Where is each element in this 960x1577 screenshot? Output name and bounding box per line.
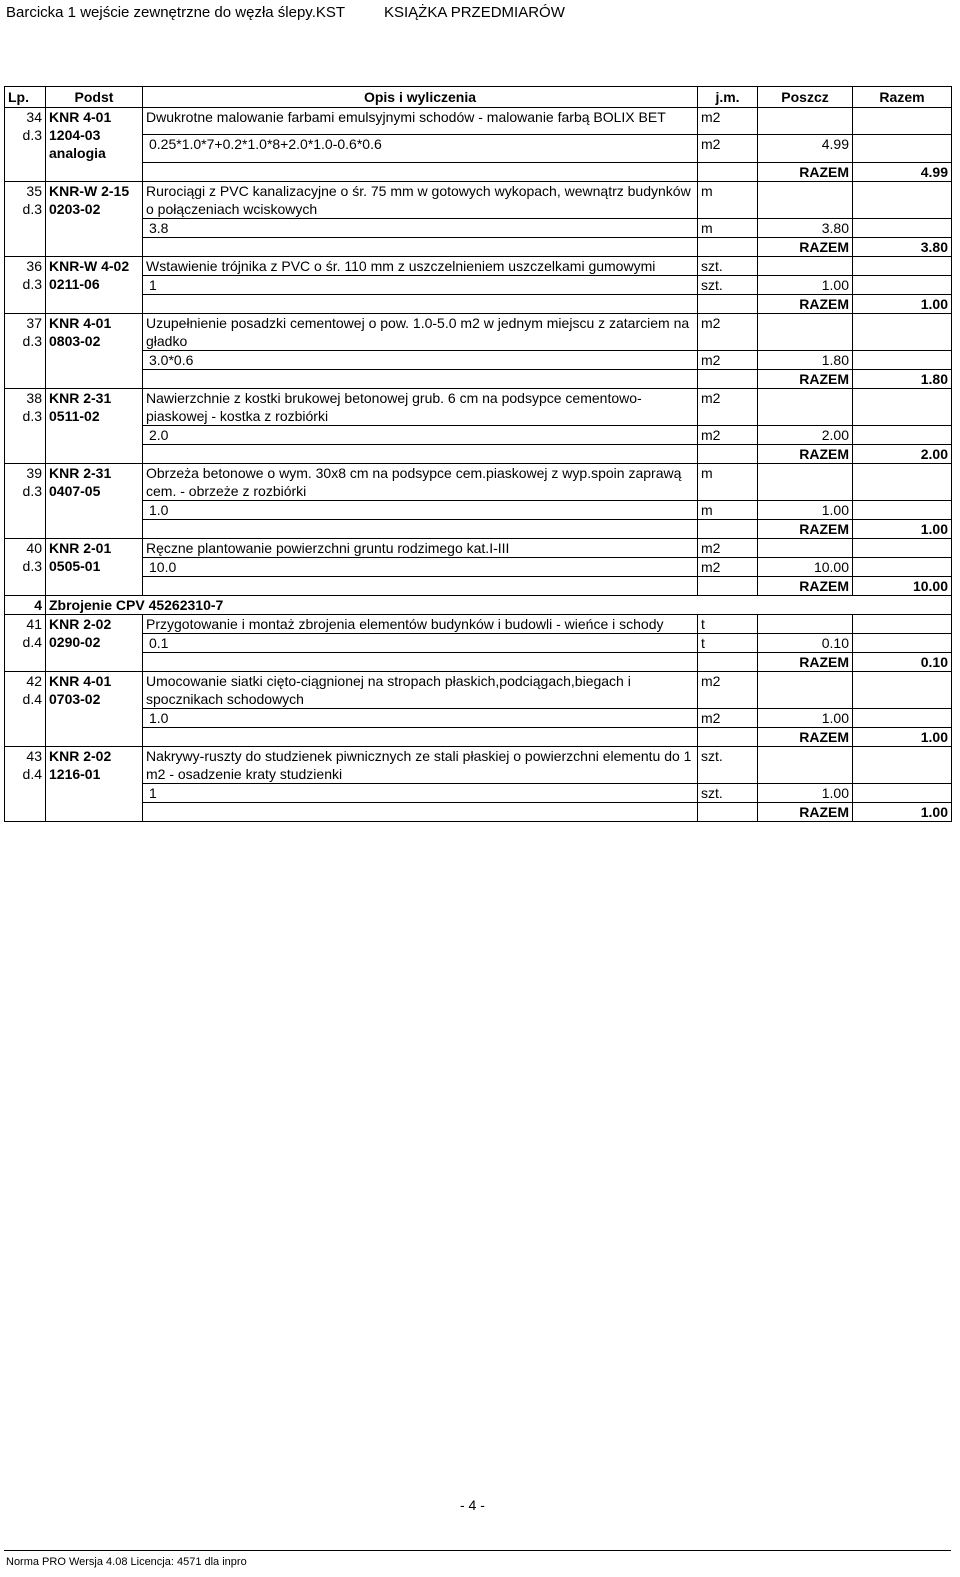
basis-line: KNR 2-02 [49,615,112,632]
item-basis [46,671,143,727]
razem-row [5,369,952,388]
razem-label: RAZEM [758,652,853,671]
empty-cell [46,727,143,746]
item-chapter: d.3 [22,407,42,424]
basis-line: KNR-W 2-15 [49,182,130,199]
razem-row [5,519,952,538]
empty-cell [46,237,143,256]
razem-value: 10.00 [853,576,952,595]
razem-row [5,576,952,595]
calc-expression: 1 [143,275,698,294]
item-chapter: d.4 [22,633,42,650]
calc-unit: t [698,633,758,652]
calc-unit: m2 [698,708,758,727]
calc-expression: 1.0 [143,708,698,727]
item-unit: m [698,463,758,500]
empty-cell [758,538,853,557]
item-chapter: d.4 [22,690,42,707]
footer-license: Norma PRO Wersja 4.08 Licencja: 4571 dla inpro [6,1556,247,1568]
item-number: 41 [26,615,42,632]
empty-cell [698,294,758,313]
razem-row [5,652,952,671]
basis-line: 0511-02 [49,407,100,424]
item-chapter: d.3 [22,275,42,292]
razem-label: RAZEM [758,294,853,313]
calc-row [5,350,952,369]
item-description: Nawierzchnie z kostki brukowej betonowej grub. 6 cm na podsypce cementowo-piaskowej - kostka z rozbiórki [143,388,698,425]
empty-cell [46,162,143,181]
razem-value: 1.00 [853,294,952,313]
empty-cell [698,444,758,463]
calc-row [5,275,952,294]
razem-row [5,294,952,313]
empty-cell [758,108,853,135]
item-description: Ręczne plantowanie powierzchni gruntu rodzimego kat.I-III [143,538,698,557]
item-description: Uzupełnienie posadzki cementowej o pow. 1.0-5.0 m2 w jednym miejscu z zatarciem na gładko [143,313,698,350]
empty-cell [143,444,698,463]
item-row [5,463,952,500]
przedmiar-table [4,86,952,822]
calc-unit: m2 [698,135,758,162]
item-lp [5,108,46,163]
basis-line: KNR 2-31 [49,389,112,406]
razem-row [5,802,952,821]
razem-value: 1.00 [853,519,952,538]
item-lp [5,614,46,652]
section-title: Zbrojenie CPV 45262310-7 [46,595,952,614]
section-number: 4 [5,595,46,614]
calc-quantity: 4.99 [758,135,853,162]
calc-unit: m [698,218,758,237]
item-number: 35 [26,182,42,199]
item-row [5,256,952,275]
empty-cell [143,576,698,595]
item-lp [5,256,46,294]
item-basis [46,313,143,369]
item-number: 43 [26,747,42,764]
item-chapter: d.3 [22,200,42,217]
empty-cell [853,135,952,162]
calc-quantity: 1.80 [758,350,853,369]
empty-cell [853,746,952,783]
item-description: Rurociągi z PVC kanalizacyjne o śr. 75 mm w gotowych wykopach, wewnątrz budynków o połączeniach wciskowych [143,181,698,218]
empty-cell [758,671,853,708]
basis-line: 0290-02 [49,633,101,650]
empty-cell [698,652,758,671]
calc-quantity: 1.00 [758,500,853,519]
calc-row [5,557,952,576]
section-row [5,595,952,614]
razem-value: 0.10 [853,652,952,671]
item-basis [46,538,143,576]
basis-line: 1204-03 [49,127,101,143]
calc-unit: szt. [698,275,758,294]
empty-cell [143,237,698,256]
razem-label: RAZEM [758,444,853,463]
empty-cell [853,500,952,519]
razem-row [5,727,952,746]
item-unit: m2 [698,538,758,557]
calc-row [5,708,952,727]
calc-quantity: 1.00 [758,708,853,727]
razem-row [5,237,952,256]
empty-cell [853,388,952,425]
item-unit: m2 [698,388,758,425]
razem-label: RAZEM [758,162,853,181]
item-row [5,614,952,633]
empty-cell [698,519,758,538]
item-number: 36 [26,257,42,274]
empty-cell [853,463,952,500]
item-number: 40 [26,539,42,556]
item-description: Dwukrotne malowanie farbami emulsyjnymi schodów - malowanie farbą BOLIX BET [143,108,698,135]
item-unit: szt. [698,746,758,783]
item-row [5,108,952,135]
calc-row [5,425,952,444]
basis-line: 1216-01 [49,765,101,782]
basis-line: 0407-05 [49,482,101,499]
basis-line: KNR-W 4-02 [49,257,130,274]
item-lp [5,538,46,576]
empty-cell [46,576,143,595]
basis-line: analogia [49,145,106,161]
razem-row [5,162,952,181]
empty-cell [5,237,46,256]
razem-value: 1.00 [853,727,952,746]
col-header-jm: j.m. [698,87,758,108]
calc-unit: m2 [698,350,758,369]
basis-line: 0211-06 [49,275,100,292]
item-row [5,746,952,783]
item-number: 38 [26,389,42,406]
item-number: 39 [26,464,42,481]
empty-cell [5,369,46,388]
empty-cell [758,614,853,633]
calc-expression: 3.8 [143,218,698,237]
calc-row [5,633,952,652]
item-row [5,671,952,708]
calc-quantity: 10.00 [758,557,853,576]
empty-cell [853,783,952,802]
col-header-razem: Razem [853,87,952,108]
empty-cell [46,369,143,388]
basis-line: KNR 4-01 [49,109,112,125]
razem-value: 1.00 [853,802,952,821]
empty-cell [143,519,698,538]
item-row [5,313,952,350]
razem-value: 2.00 [853,444,952,463]
basis-line: KNR 4-01 [49,672,112,689]
item-unit: t [698,614,758,633]
razem-label: RAZEM [758,369,853,388]
footer-divider [4,1550,951,1551]
razem-label: RAZEM [758,802,853,821]
basis-line: 0703-02 [49,690,101,707]
item-chapter: d.3 [22,482,42,499]
empty-cell [143,369,698,388]
empty-cell [853,425,952,444]
empty-cell [853,557,952,576]
item-row [5,181,952,218]
razem-label: RAZEM [758,519,853,538]
razem-value: 1.80 [853,369,952,388]
empty-cell [853,671,952,708]
item-chapter: d.4 [22,765,42,782]
calc-quantity: 2.00 [758,425,853,444]
empty-cell [698,576,758,595]
doc-filename: Barcicka 1 wejście zewnętrzne do węzła ślepy.KST [6,4,346,21]
empty-cell [853,614,952,633]
item-number: 42 [26,672,42,689]
item-number: 34 [26,109,42,125]
empty-cell [758,181,853,218]
item-basis [46,181,143,237]
empty-cell [143,652,698,671]
empty-cell [853,108,952,135]
item-unit: m2 [698,313,758,350]
empty-cell [46,652,143,671]
empty-cell [853,538,952,557]
empty-cell [853,708,952,727]
empty-cell [758,388,853,425]
empty-cell [698,369,758,388]
empty-cell [143,802,698,821]
calc-unit: m2 [698,425,758,444]
basis-line: 0203-02 [49,200,101,217]
calc-quantity: 1.00 [758,783,853,802]
empty-cell [5,519,46,538]
razem-row [5,444,952,463]
empty-cell [5,727,46,746]
empty-cell [853,350,952,369]
item-row [5,538,952,557]
item-unit: m2 [698,108,758,135]
page-number: - 4 - [460,1497,485,1513]
item-lp [5,181,46,237]
item-lp [5,388,46,444]
basis-line: 0505-01 [49,557,101,574]
item-lp [5,671,46,727]
empty-cell [5,162,46,181]
calc-expression: 0.25*1.0*7+0.2*1.0*8+2.0*1.0-0.6*0.6 [143,135,698,162]
empty-cell [853,256,952,275]
razem-label: RAZEM [758,727,853,746]
razem-value: 3.80 [853,237,952,256]
calc-expression: 10.0 [143,557,698,576]
empty-cell [5,444,46,463]
empty-cell [853,218,952,237]
basis-line: KNR 2-01 [49,539,112,556]
item-description: Obrzeża betonowe o wym. 30x8 cm na podsypce cem.piaskowej z wyp.spoin zaprawą cem. - obrzeże z rozbiórki [143,463,698,500]
item-basis [46,614,143,652]
empty-cell [698,727,758,746]
calc-row [5,218,952,237]
empty-cell [143,294,698,313]
item-unit: m [698,181,758,218]
doc-title: KSIĄŻKA PRZEDMIARÓW [384,4,565,21]
item-unit: szt. [698,256,758,275]
calc-quantity: 0.10 [758,633,853,652]
item-unit: m2 [698,671,758,708]
empty-cell [853,313,952,350]
empty-cell [698,162,758,181]
item-chapter: d.3 [22,557,42,574]
col-header-opis: Opis i wyliczenia [143,87,698,108]
item-description: Wstawienie trójnika z PVC o śr. 110 mm z uszczelnieniem uszczelkami gumowymi [143,256,698,275]
item-chapter: d.3 [22,127,42,143]
table-header-row [5,87,952,108]
basis-line: KNR 2-31 [49,464,112,481]
empty-cell [46,802,143,821]
empty-cell [5,294,46,313]
calc-unit: szt. [698,783,758,802]
item-number: 37 [26,314,42,331]
empty-cell [143,727,698,746]
empty-cell [698,802,758,821]
calc-expression: 1.0 [143,500,698,519]
calc-row [5,135,952,162]
empty-cell [853,181,952,218]
empty-cell [758,463,853,500]
basis-line: 0803-02 [49,332,101,349]
empty-cell [698,237,758,256]
item-lp [5,313,46,369]
item-basis [46,256,143,294]
item-basis [46,746,143,802]
empty-cell [5,802,46,821]
basis-line: KNR 4-01 [49,314,112,331]
item-lp [5,746,46,802]
empty-cell [46,519,143,538]
item-description: Nakrywy-ruszty do studzienek piwnicznych ze stali płaskiej o powierzchni elementu do 1 m2 - osadzenie kraty studzienki [143,746,698,783]
empty-cell [758,313,853,350]
item-chapter: d.3 [22,332,42,349]
item-lp [5,463,46,519]
calc-row [5,500,952,519]
calc-quantity: 3.80 [758,218,853,237]
empty-cell [143,162,698,181]
item-description: Umocowanie siatki cięto-ciągnionej na stropach płaskich,podciągach,biegach i spocznikach schodowych [143,671,698,708]
empty-cell [46,294,143,313]
item-basis [46,463,143,519]
calc-unit: m2 [698,557,758,576]
empty-cell [853,275,952,294]
empty-cell [5,652,46,671]
razem-value: 4.99 [853,162,952,181]
item-description: Przygotowanie i montaż zbrojenia elementów budynków i budowli - wieńce i schody [143,614,698,633]
empty-cell [5,576,46,595]
calc-expression: 2.0 [143,425,698,444]
razem-label: RAZEM [758,237,853,256]
item-basis [46,108,143,163]
calc-expression: 1 [143,783,698,802]
empty-cell [853,633,952,652]
empty-cell [758,746,853,783]
calc-row [5,783,952,802]
basis-line: KNR 2-02 [49,747,112,764]
calc-expression: 0.1 [143,633,698,652]
calc-quantity: 1.00 [758,275,853,294]
calc-unit: m [698,500,758,519]
calc-expression: 3.0*0.6 [143,350,698,369]
empty-cell [46,444,143,463]
razem-label: RAZEM [758,576,853,595]
empty-cell [758,256,853,275]
col-header-lp: Lp. [5,87,46,108]
item-row [5,388,952,425]
col-header-podst: Podst [46,87,143,108]
item-basis [46,388,143,444]
col-header-poszcz: Poszcz [758,87,853,108]
